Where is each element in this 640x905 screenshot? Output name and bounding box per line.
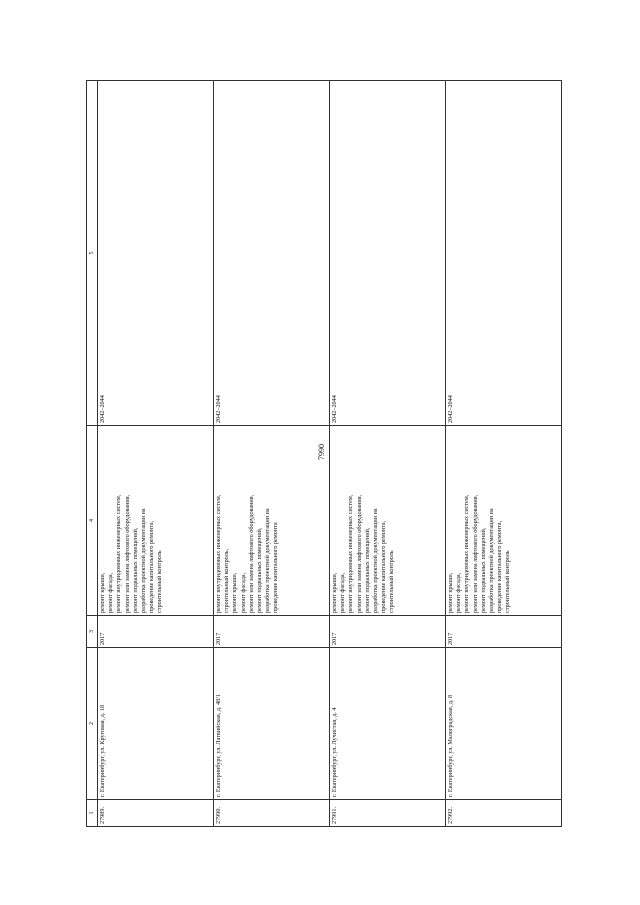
work-item: ремонт фасада, xyxy=(339,572,347,613)
table-row xyxy=(214,81,330,827)
work-item: проведение капитального ремонта, xyxy=(496,520,504,613)
work-item: разработка проектной документации на xyxy=(264,508,272,613)
work-item: ремонт фасада, xyxy=(455,572,463,613)
work-item: разработка проектной документации на xyxy=(139,508,147,613)
row-number: 27992. xyxy=(446,800,562,827)
work-item: ремонт крыши, xyxy=(331,572,338,613)
table-row xyxy=(98,81,214,827)
work-item: ремонт внутридомовых инженерных систем, xyxy=(215,494,222,613)
work-item: строительный контроль xyxy=(388,550,396,613)
row-period: 2042–2044 xyxy=(214,81,330,426)
table-row xyxy=(330,81,446,827)
work-item: ремонт или замена лифтового оборудования, xyxy=(471,494,479,613)
row-address: г. Екатеринбург, ул. Лучистая, д. 4 xyxy=(330,648,446,800)
work-item: ремонт фасада, xyxy=(239,572,247,613)
table-body xyxy=(98,81,562,827)
work-item: проведение капитального ремонта, xyxy=(380,520,388,613)
work-item: проведение капитального ремонта, xyxy=(148,520,156,613)
work-item: ремонт или замена лифтового оборудования, xyxy=(123,494,131,613)
work-item: ремонт внутридомовых инженерных систем, xyxy=(347,494,355,613)
page-number: 7990 xyxy=(317,444,326,460)
work-item: строительный контроль xyxy=(504,550,512,613)
work-item: ремонт подвальных помещений, xyxy=(255,527,263,613)
work-item: ремонт внутридомовых инженерных систем, xyxy=(463,494,471,613)
work-item: ремонт или замена лифтового оборудования, xyxy=(247,494,255,613)
work-item: строительный контроль, xyxy=(223,548,231,613)
row-period: 2042–2044 xyxy=(98,81,214,426)
work-item: ремонт подвальных помещений, xyxy=(131,527,139,613)
header-col-works: 4 xyxy=(87,426,98,616)
work-item: ремонт или замена лифтового оборудования, xyxy=(355,494,363,613)
work-item: ремонт подвальных помещений, xyxy=(363,527,371,613)
row-year: 2017 xyxy=(98,616,214,648)
row-address: г. Екатеринбург, ул. Латвийская, д. 48/1 xyxy=(214,648,330,800)
work-item: строительный контроль xyxy=(156,550,164,613)
table-row xyxy=(446,81,562,827)
row-address: г. Екатеринбург, ул. Круговая, д. 18 xyxy=(98,648,214,800)
row-works xyxy=(98,426,214,616)
row-year: 2017 xyxy=(330,616,446,648)
work-item: разработка проектной документации на xyxy=(371,508,379,613)
row-number: 27989. xyxy=(98,800,214,827)
header-col-period: 5 xyxy=(87,81,98,426)
work-item: разработка проектной документации на xyxy=(487,508,495,613)
row-works xyxy=(330,426,446,616)
header-col-year: 3 xyxy=(87,616,98,648)
row-works xyxy=(214,426,330,616)
row-works xyxy=(446,426,562,616)
work-item: ремонт подвальных помещений, xyxy=(479,527,487,613)
row-period: 2042–2044 xyxy=(446,81,562,426)
repair-schedule-table xyxy=(86,80,562,827)
row-address: г. Екатеринбург, ул. Малоградская, д. 8 xyxy=(446,648,562,800)
row-period: 2042–2044 xyxy=(330,81,446,426)
work-item: ремонт крыши, xyxy=(447,572,454,613)
work-item: ремонт крыши, xyxy=(231,572,239,613)
row-number: 27990. xyxy=(214,800,330,827)
rotated-table-wrapper xyxy=(86,81,554,827)
work-item: ремонт внутридомовых инженерных систем, xyxy=(115,494,123,613)
row-year: 2017 xyxy=(446,616,562,648)
header-row xyxy=(87,81,98,827)
header-col-address: 2 xyxy=(87,648,98,800)
row-year: 2017 xyxy=(214,616,330,648)
work-item: ремонт фасада, xyxy=(107,572,115,613)
work-item: ремонт крыши, xyxy=(99,572,106,613)
work-item: проведение капитального ремонта xyxy=(272,522,280,613)
row-number: 27991. xyxy=(330,800,446,827)
table-header xyxy=(87,81,98,827)
header-col-number: 1 xyxy=(87,800,98,827)
